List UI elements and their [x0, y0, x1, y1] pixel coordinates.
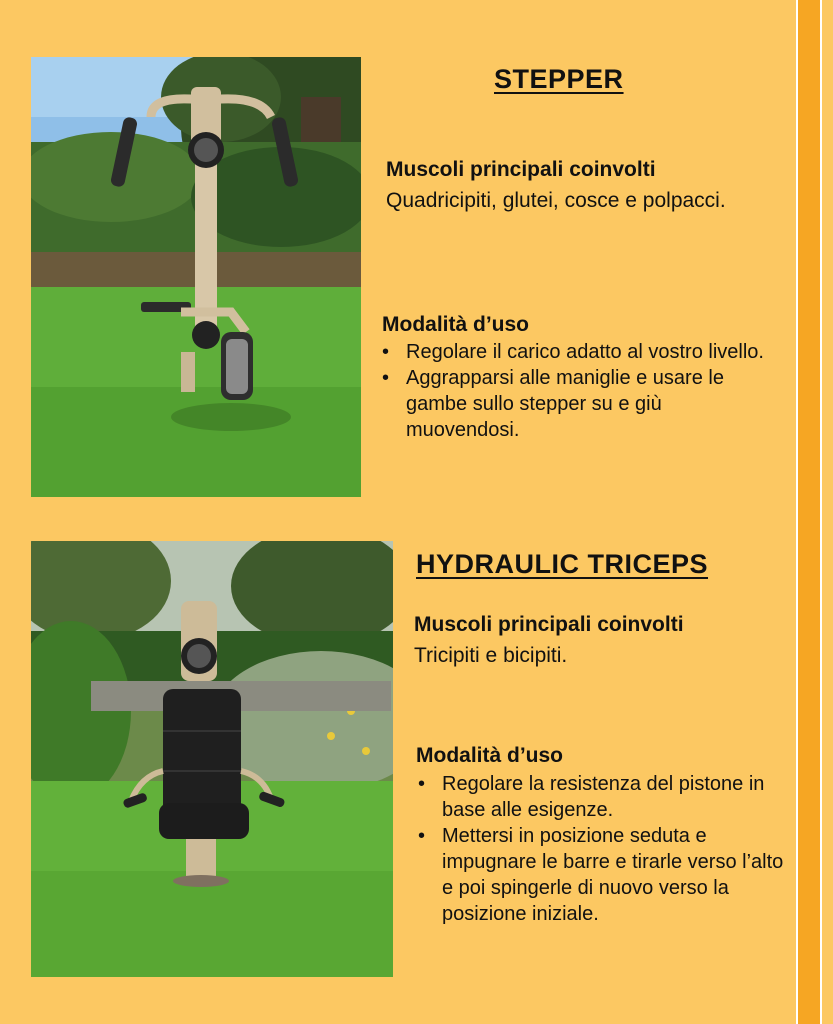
- usage-heading: Modalità d’uso: [382, 313, 529, 336]
- usage-item: • Aggrapparsi alle maniglie e usare le gambe sullo stepper su e giù muovendosi.: [380, 365, 780, 443]
- muscles-text: Tricipiti e bicipiti.: [414, 644, 568, 667]
- muscles-text: Quadricipiti, glutei, cosce e polpacci.: [386, 189, 726, 212]
- decorative-side-bar: [796, 0, 822, 1024]
- usage-item: • Regolare il carico adatto al vostro livello.: [380, 339, 780, 365]
- hydraulic-triceps-photo: [31, 541, 393, 977]
- usage-heading: Modalità d’uso: [416, 744, 563, 767]
- muscles-heading: Muscoli principali coinvolti: [386, 158, 656, 181]
- muscles-heading: Muscoli principali coinvolti: [414, 613, 684, 636]
- section-title: HYDRAULIC TRICEPS: [416, 549, 709, 579]
- usage-list: [380, 339, 780, 443]
- usage-item: • Regolare la resistenza del pistone in base alle esigenze.: [416, 771, 784, 823]
- stepper-photo: [31, 57, 361, 497]
- usage-list: [416, 771, 784, 927]
- usage-item: • Mettersi in posizione seduta e impugnare le barre e tirarle verso l’alto e poi spingerle di nuovo verso la posizione iniziale.: [416, 823, 784, 927]
- section-title: STEPPER: [494, 64, 624, 94]
